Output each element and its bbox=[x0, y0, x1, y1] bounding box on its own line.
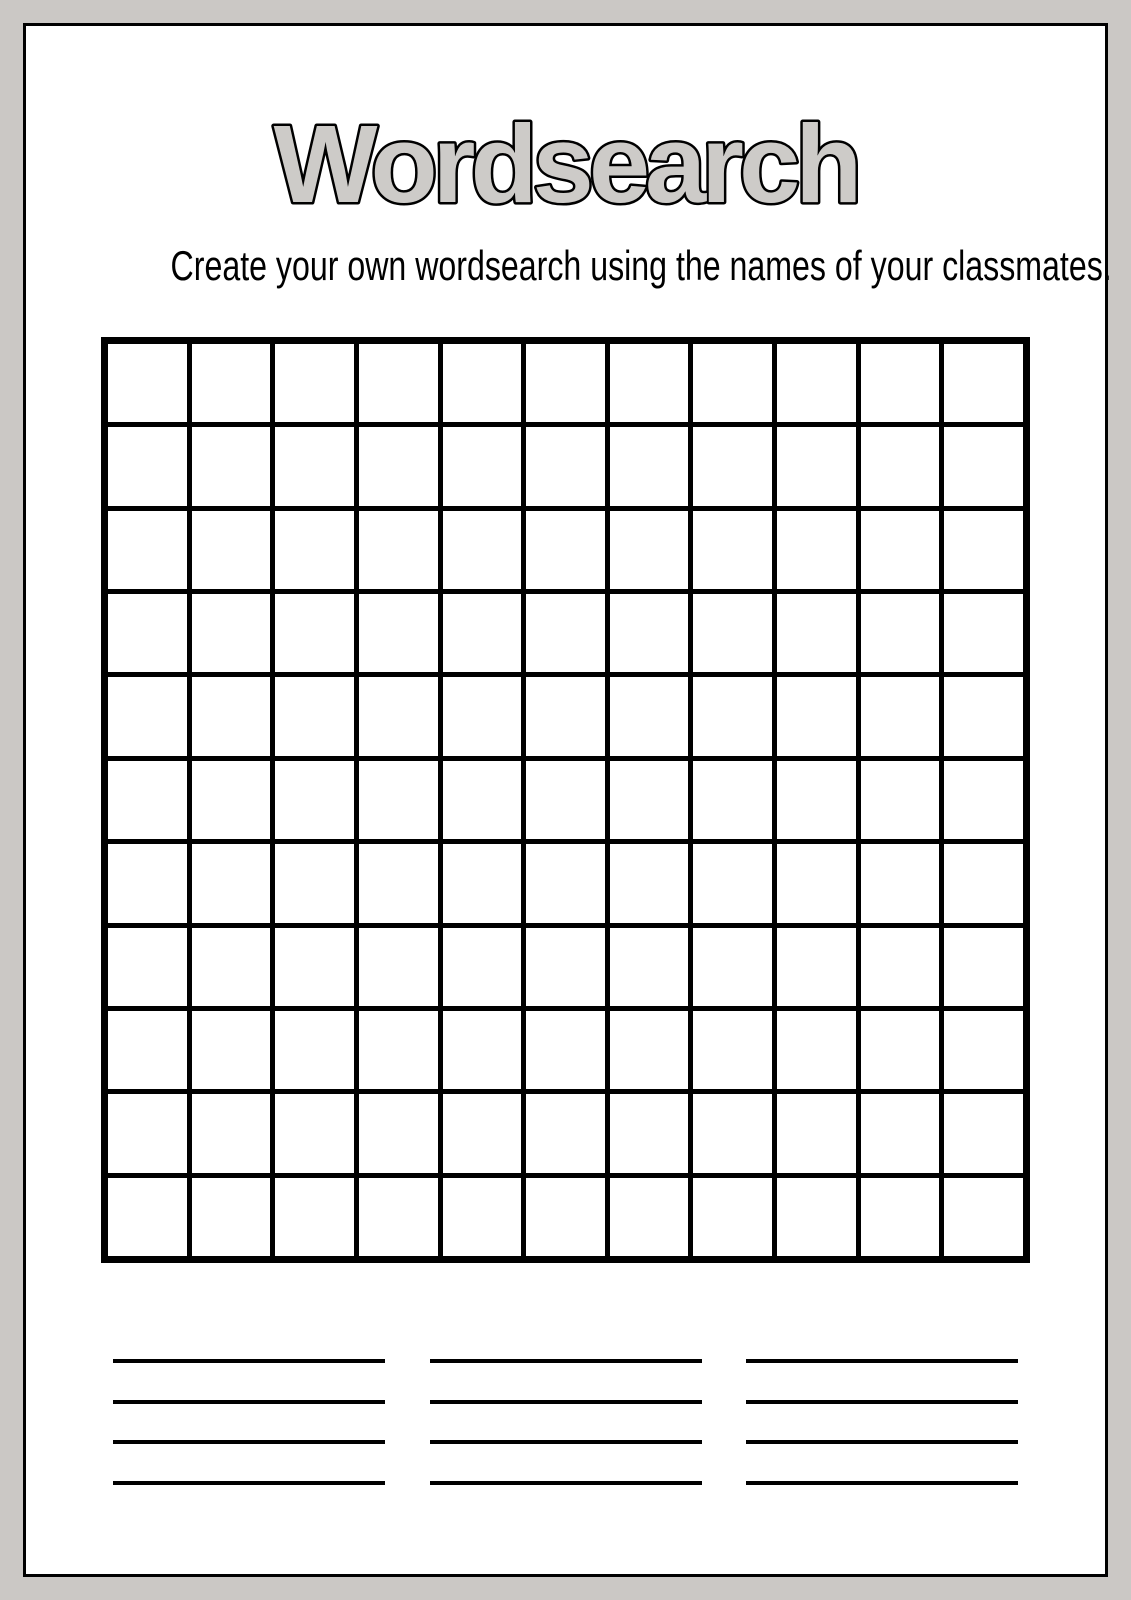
grid-cell[interactable] bbox=[526, 1094, 605, 1172]
grid-cell[interactable] bbox=[275, 928, 354, 1006]
grid-cell[interactable] bbox=[693, 427, 772, 505]
grid-cell[interactable] bbox=[610, 761, 689, 839]
answer-line[interactable] bbox=[746, 1400, 1018, 1404]
grid-cell[interactable] bbox=[275, 761, 354, 839]
grid-cell[interactable] bbox=[275, 844, 354, 922]
grid-cell[interactable] bbox=[192, 1094, 271, 1172]
grid-cell[interactable] bbox=[861, 1094, 940, 1172]
grid-cell[interactable] bbox=[108, 344, 187, 422]
grid-cell[interactable] bbox=[526, 928, 605, 1006]
grid-cell[interactable] bbox=[777, 427, 856, 505]
grid-cell[interactable] bbox=[108, 928, 187, 1006]
grid-cell[interactable] bbox=[359, 1094, 438, 1172]
answer-line[interactable] bbox=[746, 1481, 1018, 1485]
grid-cell[interactable] bbox=[359, 427, 438, 505]
grid-cell[interactable] bbox=[192, 427, 271, 505]
grid-cell[interactable] bbox=[443, 928, 522, 1006]
grid-cell[interactable] bbox=[192, 844, 271, 922]
grid-cell[interactable] bbox=[610, 594, 689, 672]
grid-cell[interactable] bbox=[108, 761, 187, 839]
grid-cell[interactable] bbox=[108, 511, 187, 589]
page-title-text: Wordsearch bbox=[273, 103, 858, 226]
grid-cell[interactable] bbox=[275, 677, 354, 755]
grid-cell[interactable] bbox=[693, 928, 772, 1006]
grid-cell[interactable] bbox=[777, 761, 856, 839]
grid-cell[interactable] bbox=[944, 1011, 1023, 1089]
grid-cell[interactable] bbox=[693, 844, 772, 922]
grid-cell[interactable] bbox=[861, 844, 940, 922]
answer-line[interactable] bbox=[430, 1359, 702, 1363]
grid-cell[interactable] bbox=[610, 1094, 689, 1172]
answer-line-column bbox=[746, 1359, 1018, 1485]
grid-cell[interactable] bbox=[192, 928, 271, 1006]
answer-line[interactable] bbox=[430, 1481, 702, 1485]
grid-cell[interactable] bbox=[861, 427, 940, 505]
grid-cell[interactable] bbox=[610, 427, 689, 505]
grid-cell[interactable] bbox=[108, 1011, 187, 1089]
answer-line[interactable] bbox=[113, 1440, 385, 1444]
grid-cell[interactable] bbox=[443, 427, 522, 505]
grid-cell[interactable] bbox=[693, 677, 772, 755]
grid-cell[interactable] bbox=[693, 1011, 772, 1089]
grid-cell[interactable] bbox=[944, 761, 1023, 839]
grid-cell[interactable] bbox=[610, 344, 689, 422]
grid-cell[interactable] bbox=[192, 677, 271, 755]
grid-cell[interactable] bbox=[192, 594, 271, 672]
grid-cell[interactable] bbox=[108, 677, 187, 755]
grid-cell[interactable] bbox=[359, 344, 438, 422]
grid-cell[interactable] bbox=[443, 594, 522, 672]
grid-cell[interactable] bbox=[359, 511, 438, 589]
grid-cell[interactable] bbox=[944, 594, 1023, 672]
grid-cell[interactable] bbox=[693, 511, 772, 589]
grid-cell[interactable] bbox=[777, 1011, 856, 1089]
grid-cell[interactable] bbox=[944, 1094, 1023, 1172]
answer-line[interactable] bbox=[746, 1359, 1018, 1363]
grid-cell[interactable] bbox=[526, 761, 605, 839]
grid-cell[interactable] bbox=[861, 1011, 940, 1089]
grid-cell[interactable] bbox=[610, 1178, 689, 1256]
grid-cell[interactable] bbox=[108, 427, 187, 505]
grid-cell[interactable] bbox=[861, 1178, 940, 1256]
grid-cell[interactable] bbox=[275, 427, 354, 505]
grid-cell[interactable] bbox=[526, 844, 605, 922]
answer-line[interactable] bbox=[430, 1400, 702, 1404]
grid-cell[interactable] bbox=[526, 594, 605, 672]
grid-cell[interactable] bbox=[359, 844, 438, 922]
grid-cell[interactable] bbox=[693, 1094, 772, 1172]
grid-cell[interactable] bbox=[861, 761, 940, 839]
grid-cell[interactable] bbox=[275, 1011, 354, 1089]
grid-cell[interactable] bbox=[526, 1011, 605, 1089]
grid-cell[interactable] bbox=[777, 844, 856, 922]
grid-cell[interactable] bbox=[861, 511, 940, 589]
grid-cell[interactable] bbox=[526, 1178, 605, 1256]
grid-cell[interactable] bbox=[944, 844, 1023, 922]
grid-cell[interactable] bbox=[526, 677, 605, 755]
grid-cell[interactable] bbox=[777, 594, 856, 672]
grid-cell[interactable] bbox=[610, 928, 689, 1006]
answer-line-column bbox=[430, 1359, 702, 1485]
grid-cell[interactable] bbox=[861, 677, 940, 755]
grid-cell[interactable] bbox=[108, 1094, 187, 1172]
instruction-line bbox=[26, 242, 1112, 300]
grid-cell[interactable] bbox=[861, 594, 940, 672]
grid-cell[interactable] bbox=[777, 344, 856, 422]
grid-cell[interactable] bbox=[192, 1011, 271, 1089]
grid-cell[interactable] bbox=[359, 928, 438, 1006]
grid-cell[interactable] bbox=[443, 1178, 522, 1256]
grid-cell[interactable] bbox=[610, 1011, 689, 1089]
grid-cell[interactable] bbox=[944, 427, 1023, 505]
answer-line[interactable] bbox=[113, 1400, 385, 1404]
grid-cell[interactable] bbox=[777, 928, 856, 1006]
grid-cell[interactable] bbox=[443, 1011, 522, 1089]
grid-cell[interactable] bbox=[359, 1178, 438, 1256]
grid-cell[interactable] bbox=[693, 344, 772, 422]
grid-cell[interactable] bbox=[359, 761, 438, 839]
grid-cell[interactable] bbox=[108, 844, 187, 922]
grid-cell[interactable] bbox=[610, 677, 689, 755]
grid-cell[interactable] bbox=[359, 1011, 438, 1089]
grid-cell[interactable] bbox=[275, 1094, 354, 1172]
wordsearch-grid bbox=[101, 337, 1030, 1263]
grid-cell[interactable] bbox=[359, 677, 438, 755]
grid-cell[interactable] bbox=[108, 1178, 187, 1256]
grid-cell[interactable] bbox=[777, 511, 856, 589]
grid-cell[interactable] bbox=[777, 1094, 856, 1172]
worksheet-page bbox=[23, 23, 1112, 1577]
instruction-text: Create your own wordsearch using the names of your classmates. bbox=[170, 242, 1112, 289]
grid-cell[interactable] bbox=[275, 1178, 354, 1256]
grid-cell[interactable] bbox=[108, 594, 187, 672]
answer-line-column bbox=[113, 1359, 385, 1485]
grid-cell[interactable] bbox=[944, 677, 1023, 755]
answer-line[interactable] bbox=[113, 1359, 385, 1363]
grid-cell[interactable] bbox=[693, 1178, 772, 1256]
grid-cell[interactable] bbox=[693, 761, 772, 839]
grid-cell[interactable] bbox=[526, 344, 605, 422]
grid-cell[interactable] bbox=[275, 594, 354, 672]
grid-cell[interactable] bbox=[610, 511, 689, 589]
answer-line[interactable] bbox=[430, 1440, 702, 1444]
grid-cell[interactable] bbox=[443, 844, 522, 922]
grid-cell[interactable] bbox=[526, 511, 605, 589]
grid-cell[interactable] bbox=[944, 511, 1023, 589]
grid-cell[interactable] bbox=[861, 928, 940, 1006]
grid-cell[interactable] bbox=[443, 677, 522, 755]
grid-cell[interactable] bbox=[359, 594, 438, 672]
grid-cell[interactable] bbox=[526, 427, 605, 505]
grid-cell[interactable] bbox=[944, 928, 1023, 1006]
grid-cell[interactable] bbox=[192, 344, 271, 422]
grid-cell[interactable] bbox=[861, 344, 940, 422]
grid-cell[interactable] bbox=[443, 511, 522, 589]
grid-cell[interactable] bbox=[944, 344, 1023, 422]
grid-cell[interactable] bbox=[443, 344, 522, 422]
grid-cell[interactable] bbox=[693, 594, 772, 672]
grid-cell[interactable] bbox=[777, 1178, 856, 1256]
grid-cell[interactable] bbox=[192, 1178, 271, 1256]
grid-cell[interactable] bbox=[443, 761, 522, 839]
grid-cell[interactable] bbox=[443, 1094, 522, 1172]
grid-cell[interactable] bbox=[777, 677, 856, 755]
grid-cell[interactable] bbox=[275, 344, 354, 422]
answer-line[interactable] bbox=[113, 1481, 385, 1485]
page-title bbox=[26, 81, 1105, 231]
grid-cell[interactable] bbox=[275, 511, 354, 589]
grid-cell[interactable] bbox=[944, 1178, 1023, 1256]
grid-cell[interactable] bbox=[192, 511, 271, 589]
answer-line[interactable] bbox=[746, 1440, 1018, 1444]
answer-lines bbox=[113, 1359, 1018, 1485]
grid-cell[interactable] bbox=[192, 761, 271, 839]
grid-cell[interactable] bbox=[610, 844, 689, 922]
